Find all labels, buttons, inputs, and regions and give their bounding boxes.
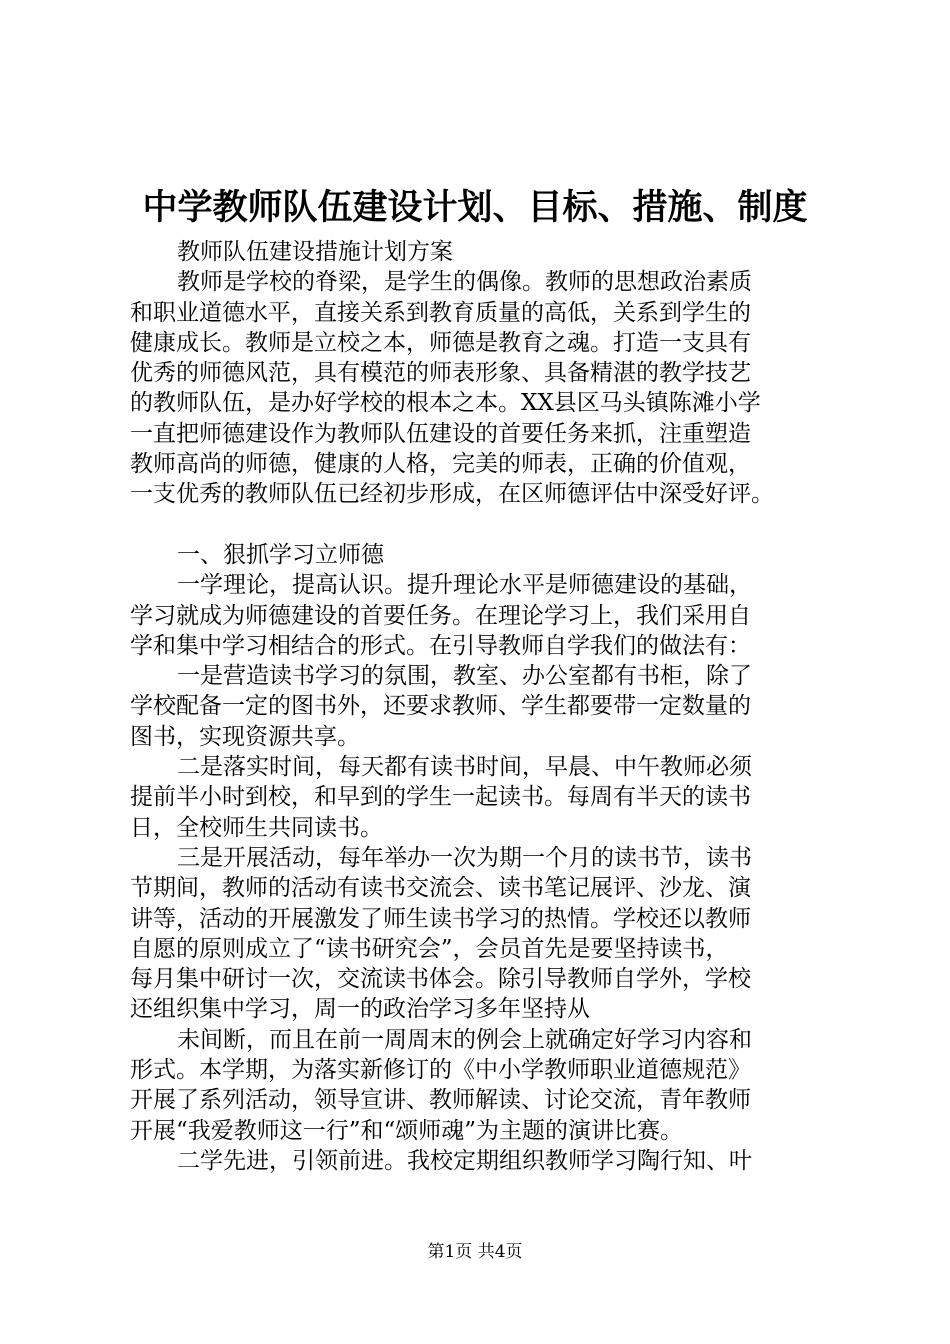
paragraph-learn-advanced	[130, 1146, 850, 1176]
text-line: 自愿的原则成立了“读书研究会”，会员首先是要坚持读书，	[130, 935, 729, 962]
text-line: 图书，实现资源共享。	[130, 723, 360, 750]
text-line: 和职业道德水平，直接关系到教育质量的高低，关系到学生的	[130, 299, 751, 326]
text-line: 一学理论，提高认识。提升理论水平是师德建设的基础，	[177, 572, 752, 599]
document-body	[130, 237, 850, 1176]
text-line: 形式。本学期，为落实新修订的《中小学教师职业道德规范》	[130, 1057, 751, 1084]
text-line: 健康成长。教师是立校之本，师德是教育之魂。打造一支具有	[130, 329, 751, 356]
paragraph-gap	[130, 510, 850, 540]
text-line: 教师高尚的师德，健康的人格，完美的师表，正确的价值观，	[130, 451, 751, 478]
text-line: 一直把师德建设作为教师队伍建设的首要任务来抓，注重塑造	[130, 420, 751, 447]
text-line: 二是落实时间，每天都有读书时间，早晨、中午教师必须	[177, 754, 752, 781]
text-line: 未间断，而且在前一周周末的例会上就确定好学习内容和	[177, 1026, 752, 1053]
text-line: 提前半小时到校，和早到的学生一起读书。每周有半天的读书	[130, 784, 751, 811]
text-line: 开展“我爱教师这一行”和“颂师魂”为主题的演讲比赛。	[130, 1117, 684, 1144]
paragraph-activities	[130, 843, 850, 1025]
section-heading: 一、狠抓学习立师德	[177, 541, 384, 568]
text-line: 节期间，教师的活动有读书交流会、读书笔记展评、沙龙、演	[130, 875, 751, 902]
text-line: 学和集中学习相结合的形式。在引导教师自学我们的做法有：	[130, 632, 751, 659]
text-line: 每月集中研讨一次，交流读书体会。除引导教师自学外，学校	[130, 966, 751, 993]
page-number-footer: 第1页 共4页	[427, 1242, 523, 1262]
text-line: 二学先进，引领前进。我校定期组织教师学习陶行知、叶	[177, 1147, 752, 1174]
text-line: 教师是学校的脊梁，是学生的偶像。教师的思想政治素质	[177, 269, 752, 296]
text-line: 学习就成为师德建设的首要任务。在理论学习上，我们采用自	[130, 602, 751, 629]
paragraph-reading-time	[130, 752, 850, 843]
text-line: 开展了系列活动，领导宣讲、教师解读、讨论交流，青年教师	[130, 1087, 751, 1114]
paragraph-continuation	[130, 1025, 850, 1146]
text-line: 的教师队伍，是办好学校的根本之本。XX县区马头镇陈滩小学	[130, 390, 761, 417]
text-line: 一是营造读书学习的氛围，教室、办公室都有书柜，除了	[177, 663, 752, 690]
text-line: 日，全校师生共同读书。	[130, 814, 383, 841]
text-line: 优秀的师德风范，具有模范的师表形象、具备精湛的教学技艺	[130, 360, 751, 387]
paragraph-theory-study	[130, 570, 850, 661]
plan-subtitle: 教师队伍建设措施计划方案	[177, 239, 453, 265]
text-line: 学校配备一定的图书外，还要求教师、学生都要带一定数量的	[130, 693, 751, 720]
text-line: 一支优秀的教师队伍已经初步形成，在区师德评估中深受好评。	[130, 481, 774, 508]
intro-paragraph	[130, 267, 850, 509]
document-title: 中学教师队伍建设计划、目标、措施、制度	[142, 187, 808, 228]
text-line: 三是开展活动，每年举办一次为期一个月的读书节，读书	[177, 844, 752, 871]
text-line: 还组织集中学习，周一的政治学习多年坚持从	[130, 996, 590, 1023]
paragraph-reading-atmosphere	[130, 661, 850, 752]
text-line: 讲等，活动的开展激发了师生读书学习的热情。学校还以教师	[130, 905, 751, 932]
